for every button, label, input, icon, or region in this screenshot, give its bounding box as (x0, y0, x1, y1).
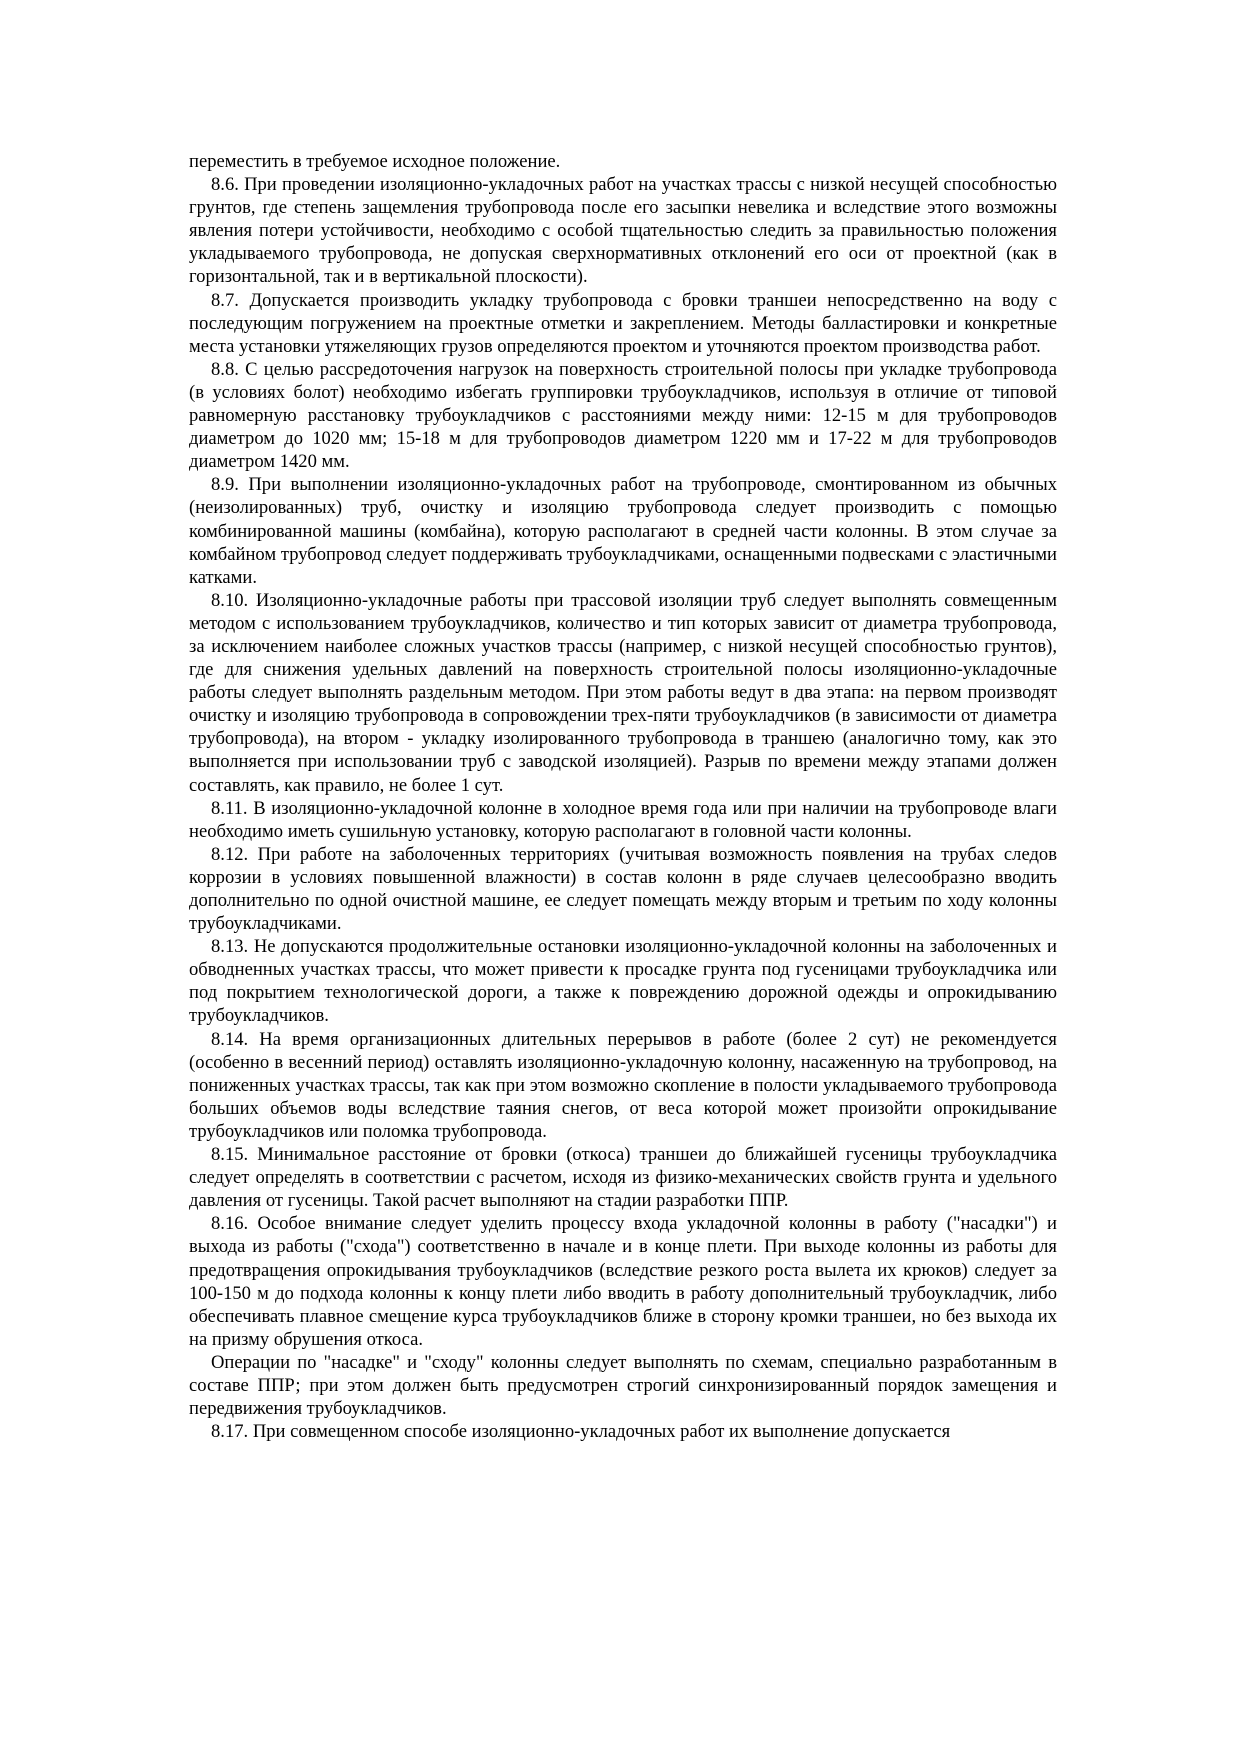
paragraph-8-14: 8.14. На время организационных длительных перерывов в работе (более 2 сут) не рекомендуется (особенно в весенний период) оставлять изоляционно-укладочную колонну, насаженную на трубопровод, на пониженных участках трассы, так как при этом возможно скопление в полости укладываемого трубопровода больших объемов воды вследствие таяния снегов, от веса которой может произойти опрокидывание трубоукладчиков или поломка трубопровода. (189, 1028, 1057, 1142)
paragraph-8-13: 8.13. Не допускаются продолжительные остановки изоляционно-укладочной колонны на заболоченных и обводненных участках трассы, что может привести к просадке грунта под гусеницами трубоукладчика или под покрытием технологической дороги, а также к повреждению дорожной одежды и опрокидыванию трубоукладчиков. (189, 936, 1057, 1027)
paragraph-operations: Операции по "насадке" и "сходу" колонны следует выполнять по схемам, специально разработанным в составе ППР; при этом должен быть предусмотрен строгий синхронизированный порядок замещения и передвижения трубоукладчиков. (189, 1351, 1057, 1420)
paragraph-8-15: 8.15. Минимальное расстояние от бровки (откоса) траншеи до ближайшей гусеницы трубоукладчика следует определять в соответствии с расчетом, исходя из физико-механических свойств грунта и удельного давления от гусеницы. Такой расчет выполняют на стадии разработки ППР. (189, 1144, 1057, 1212)
document-page (189, 150, 1057, 1443)
paragraph-8-10: 8.10. Изоляционно-укладочные работы при трассовой изоляции труб следует выполнять совмещенным методом с использованием трубоукладчиков, количество и тип которых зависит от диаметра трубопровода, за исключением наиболее сложных участков трассы (например, с низкой несущей способностью грунтов), где для снижения удельных давлений на поверхность строительной полосы изоляционно-укладочные работы следует выполнять раздельным методом. При этом работы ведут в два этапа: на первом производят очистку и изоляцию трубопровода в сопровождении трех-пяти трубоукладчиков (в зависимости от диаметра трубопровода), на втором - укладку изолированного трубопровода в траншею (аналогично тому, как это выполняется при использовании труб с заводской изоляцией). Разрыв по времени между этапами должен составлять, как правило, не более 1 сут. (189, 589, 1057, 796)
paragraph-8-11: 8.11. В изоляционно-укладочной колонне в холодное время года или при наличии на трубопроводе влаги необходимо иметь сушильную установку, которую располагают в головной части колонны. (189, 797, 1057, 842)
paragraph-8-7: 8.7. Допускается производить укладку трубопровода с бровки траншеи непосредственно на воду с последующим погружением на проектные отметки и закреплением. Методы балластировки и конкретные места установки утяжеляющих грузов определяются проектом и уточняются проектом производства работ. (189, 289, 1057, 357)
paragraph-8-6: 8.6. При проведении изоляционно-укладочных работ на участках трассы с низкой несущей способностью грунтов, где степень защемления трубопровода после его засыпки невелика и вследствие этого возможны явления потери устойчивости, необходимо с особой тщательностью следить за правильностью положения укладываемого трубопровода, не допуская сверхнормативных отклонений его оси от проектной (как в горизонтальной, так и в вертикальной плоскости). (189, 174, 1057, 288)
paragraph-8-9: 8.9. При выполнении изоляционно-укладочных работ на трубопроводе, смонтированном из обычных (неизолированных) труб, очистку и изоляцию трубопровода следует производить с помощью комбинированной машины (комбайна), которую располагают в средней части колонны. В этом случае за комбайном трубопровод следует поддерживать трубоукладчиками, оснащенными подвесками с эластичными катками. (189, 474, 1057, 588)
paragraph-8-17: 8.17. При совмещенном способе изоляционно-укладочных работ их выполнение допускается (211, 1421, 951, 1443)
paragraph-8-12: 8.12. При работе на заболоченных территориях (учитывая возможность появления на трубах следов коррозии в условиях повышенной влажности) в состав колонн в ряде случаев целесообразно вводить дополнительно по одной очистной машине, ее следует помещать между вторым и третьим по ходу колонны трубоукладчиками. (189, 843, 1057, 935)
paragraph-8-16: 8.16. Особое внимание следует уделить процессу входа укладочной колонны в работу ("насадки") и выхода из работы ("схода") соответственно в начале и в конце плети. При выходе колонны из работы для предотвращения опрокидывания трубоукладчиков (вследствие резкого роста вылета их крюков) следует за 100-150 м до подхода колонны к концу плети либо вводить в работу дополнительный трубоукладчик, либо обеспечивать плавное смещение курса трубоукладчиков ближе в сторону кромки траншеи, но без выхода их на призму обрушения откоса. (189, 1213, 1057, 1350)
paragraph-8-8: 8.8. С целью рассредоточения нагрузок на поверхность строительной полосы при укладке трубопровода (в условиях болот) необходимо избегать группировки трубоукладчиков, используя в отличие от типовой равномерную расстановку трубоукладчиков с расстояниями между ними: 12-15 м для трубопроводов диаметром до 1020 мм; 15-18 м для трубопроводов диаметром 1220 мм и 17-22 м для трубопроводов диаметром 1420 мм. (189, 358, 1057, 473)
paragraph-continuation: переместить в требуемое исходное положение. (189, 151, 561, 172)
